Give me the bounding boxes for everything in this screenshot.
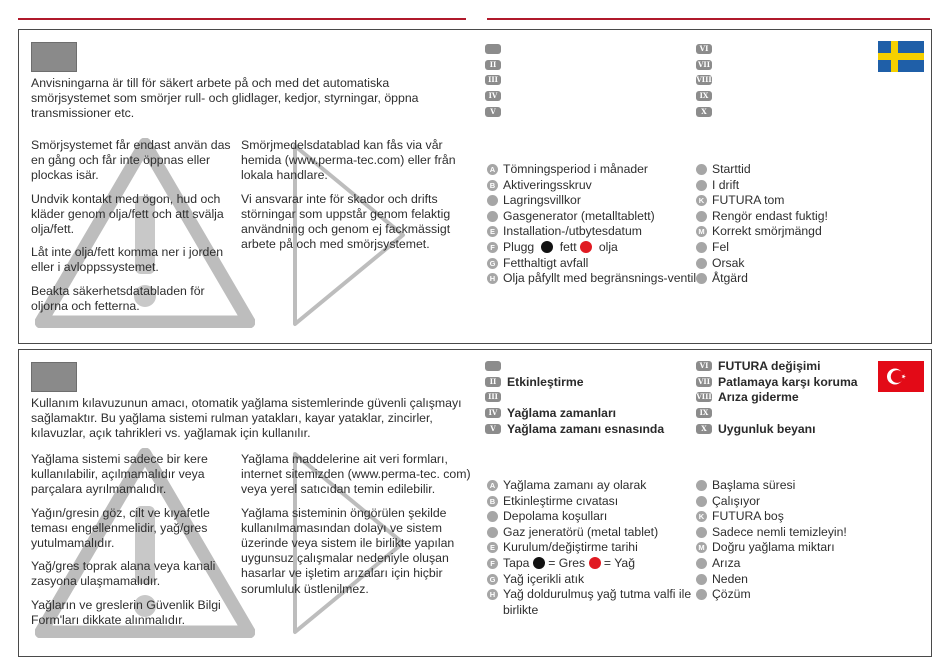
legend-letter-badge: F (487, 558, 498, 569)
safety-column-left (31, 138, 231, 322)
safety-text: Yağlama maddelerine ait veri formları, internet sitemizden (www.perma-tec. com) veya yerel satıcıdan temin edilebilir. (241, 452, 471, 497)
legend-item: F Tapa = Gres = Yağ (487, 556, 697, 572)
legend-letter-badge (696, 527, 707, 538)
legend-item: Arıza (696, 556, 921, 572)
chapter-badge: V (485, 107, 501, 117)
legend-letter-badge (487, 511, 498, 522)
legend-item: H Olja påfyllt med begränsnings-ventil (487, 271, 697, 287)
legend-letter-badge: E (487, 542, 498, 553)
safety-text: Yağlama sisteminin öngörülen şekilde kullanılmamasından dolayı ve sistem üzerinde veya sistem ile birlikte yapılan uygunsuz çalışmalar nedeniyle oluşan hasarlar ve işletim arızaları için hiçbir sorumluluk üstlenilmez. (241, 505, 455, 596)
legend-item: B Aktiveringsskruv (487, 178, 697, 194)
legend-letter-badge (696, 496, 707, 507)
section-marker-box (31, 362, 77, 392)
turkey-flag-icon (878, 361, 924, 392)
chapter-badge (485, 361, 501, 371)
legend-item: K FUTURA boş (696, 509, 921, 525)
safety-text: Vi ansvarar inte för skador och drifts störningar som uppstår genom felaktig användning och genom ej fackmässigt arbete på och med smörjsystemet. (241, 191, 451, 252)
legend-letter-badge: K (696, 195, 707, 206)
chapter-entry[interactable] (696, 57, 718, 73)
chapter-badge: IV (485, 91, 501, 101)
safety-text: Smörjsystemet får endast använ das en gång och får inte öppnas eller plockas isär. (31, 138, 231, 183)
legend-list-right (696, 162, 916, 287)
safety-column-right (241, 452, 471, 605)
legend-letter-badge (696, 589, 707, 600)
legend-letter-badge (696, 258, 707, 269)
chapter-badge: V (485, 424, 501, 434)
legend-item: F Plugg fett olja (487, 240, 697, 256)
chapter-badge: II (485, 377, 501, 387)
turkish-panel (18, 349, 932, 657)
chapter-badge: IV (485, 408, 501, 418)
legend-item: Fel (696, 240, 916, 256)
safety-text: Låt inte olja/fett komma ner i jorden eller i avloppssystemet. (31, 245, 224, 275)
legend-item: E Installation-/utbytesdatum (487, 224, 697, 240)
safety-text: Yağ/gres toprak alana veya kanali zasyona ulaşmamalıdır. (31, 559, 216, 589)
legend-item: G Yağ içerikli atık (487, 572, 697, 588)
chapter-badge: VI (696, 44, 712, 54)
legend-letter-badge (696, 211, 707, 222)
legend-letter-badge: F (487, 242, 498, 253)
safety-text: Undvik kontakt med ögon, hud och kläder genom olja/fett och att svälja olja/fett. (31, 191, 224, 237)
black-dot-icon (533, 557, 545, 569)
chapter-entry[interactable]: X Uygunluk beyanı (696, 421, 858, 437)
chapter-entry[interactable] (696, 73, 718, 89)
legend-letter-badge: K (696, 511, 707, 522)
safety-text: Yağın/gresin göz, cilt ve kıyafetle teması engellenmelidir, yağ/gres yutulmamalıdır. (31, 505, 210, 551)
legend-item: Orsak (696, 256, 916, 272)
chapter-index-right (696, 41, 718, 120)
chapter-badge: VII (696, 60, 712, 70)
chapter-badge: VIII (696, 392, 712, 402)
legend-item: Neden (696, 572, 921, 588)
legend-item: M Doğru yağlama miktarı (696, 540, 921, 556)
legend-letter-badge (487, 527, 498, 538)
legend-item: A Tömningsperiod i månader (487, 162, 697, 178)
chapter-entry[interactable]: II Etkinleştirme (485, 374, 664, 390)
safety-column-left (31, 452, 231, 636)
sweden-flag-icon (878, 41, 924, 72)
chapter-badge (485, 44, 501, 54)
chapter-entry[interactable] (485, 88, 507, 104)
legend-item: Çalışıyor (696, 494, 921, 510)
legend-letter-badge: H (487, 273, 498, 284)
chapter-entry[interactable]: VI FUTURA değişimi (696, 358, 858, 374)
chapter-entry[interactable]: VIII Arıza giderme (696, 390, 799, 405)
red-dot-icon (580, 241, 592, 253)
legend-letter-badge: G (487, 258, 498, 269)
safety-text: Smörjmedelsdatablad kan fås via vår hemida (www.perma-tec.com) eller från lokala handlare. (241, 138, 456, 183)
legend-letter-badge: H (487, 589, 498, 600)
chapter-index-left (485, 41, 507, 120)
intro-paragraph: Kullanım kılavuzunun amacı, otomatik yağlama sistemlerinde güvenli çalışmayı sağlamaktır. Bu yağlama sistemi rulman yatakları, kayar yataklar, zincirler, kılavuzlar, açık tahrikleri vs. yağlamak için kullanılır. (31, 396, 462, 441)
safety-text: Yağlama sistemi sadece bir kere kullanılabilir, açılmamalıdır veya parçalara ayrılmamalıdır. (31, 452, 208, 497)
chapter-entry[interactable]: VII Patlamaya karşı koruma (698, 374, 858, 389)
legend-letter-badge: M (696, 226, 707, 237)
chapter-badge: VI (696, 361, 712, 371)
legend-item: Gaz jeneratörü (metal tablet) (487, 525, 697, 541)
legend-letter-badge (487, 211, 498, 222)
chapter-index-right (696, 358, 858, 437)
chapter-badge: X (696, 107, 712, 117)
legend-list-left (487, 162, 697, 287)
chapter-badge: III (485, 392, 501, 402)
chapter-entry[interactable] (485, 358, 664, 374)
legend-item: Çözüm (696, 587, 921, 603)
legend-item: Starttid (696, 162, 916, 178)
chapter-index-left (485, 358, 664, 437)
legend-item: H Yağ doldurulmuş yağ tutma valfi ile birlikte (487, 587, 697, 618)
legend-list-left (487, 478, 697, 618)
chapter-entry[interactable] (485, 73, 507, 89)
chapter-entry[interactable] (485, 57, 507, 73)
legend-letter-badge: B (487, 496, 498, 507)
safety-column-right (241, 138, 471, 260)
chapter-entry[interactable] (696, 41, 718, 57)
header-rule-left (18, 18, 466, 20)
legend-item: Lagringsvillkor (487, 193, 697, 209)
legend-item: K FUTURA tom (696, 193, 916, 209)
legend-letter-badge (696, 273, 707, 284)
legend-item: A Yağlama zamanı ay olarak (487, 478, 697, 494)
legend-item: Gasgenerator (metalltablett) (487, 209, 697, 225)
legend-letter-badge: A (487, 480, 498, 491)
legend-item: I drift (696, 178, 916, 194)
section-marker-box (31, 42, 77, 72)
chapter-entry[interactable]: IV Yağlama zamanları (485, 405, 664, 421)
legend-letter-badge: A (487, 164, 498, 175)
legend-item: Depolama koşulları (487, 509, 697, 525)
legend-item: B Etkinleştirme cıvatası (487, 494, 697, 510)
legend-letter-badge (696, 480, 707, 491)
safety-text: Yağların ve greslerin Güvenlik Bilgi Form'ları dikkate alınmalıdır. (31, 597, 221, 627)
legend-item: Sadece nemli temizleyin! (696, 525, 921, 541)
legend-letter-badge: G (487, 574, 498, 585)
legend-list-right (696, 478, 921, 603)
chapter-badge: III (485, 75, 501, 85)
chapter-badge: II (485, 60, 501, 70)
legend-item: Rengör endast fuktig! (696, 209, 916, 225)
chapter-badge: VIII (696, 75, 712, 85)
legend-letter-badge (696, 558, 707, 569)
legend-letter-badge: B (487, 180, 498, 191)
legend-letter-badge (696, 180, 707, 191)
chapter-entry[interactable] (696, 104, 718, 120)
legend-letter-badge (696, 242, 707, 253)
chapter-entry[interactable] (485, 390, 664, 406)
legend-item: G Fetthaltigt avfall (487, 256, 697, 272)
red-dot-icon (589, 557, 601, 569)
legend-letter-badge (696, 574, 707, 585)
legend-item: E Kurulum/değiştirme tarihi (487, 540, 697, 556)
legend-letter-badge (696, 164, 707, 175)
legend-letter-badge: E (487, 226, 498, 237)
chapter-badge: X (696, 424, 712, 434)
chapter-entry[interactable]: V Yağlama zamanı esnasında (485, 421, 664, 437)
chapter-badge: VII (696, 377, 712, 387)
legend-item: Åtgärd (696, 271, 916, 287)
legend-item: M Korrekt smörjmängd (696, 224, 916, 240)
legend-letter-badge (487, 195, 498, 206)
swedish-panel (18, 29, 932, 344)
legend-letter-badge: M (696, 542, 707, 553)
chapter-badge: IX (696, 408, 712, 418)
chapter-entry[interactable] (485, 41, 507, 57)
safety-text: Beakta säkerhetsdatabladen för oljorna och fetterna. (31, 283, 205, 313)
black-dot-icon (541, 241, 553, 253)
legend-item: Başlama süresi (696, 478, 921, 494)
header-rule-right (487, 18, 930, 20)
chapter-entry[interactable] (696, 88, 718, 104)
intro-paragraph: Anvisningarna är till för säkert arbete på och med det automatiska smörjsystemet som smörjer rull- och glidlager, kedjor, styrningar, öppna transmissioner etc. (31, 76, 419, 121)
chapter-entry[interactable] (696, 405, 858, 421)
chapter-entry[interactable] (485, 104, 507, 120)
chapter-badge: IX (696, 91, 712, 101)
